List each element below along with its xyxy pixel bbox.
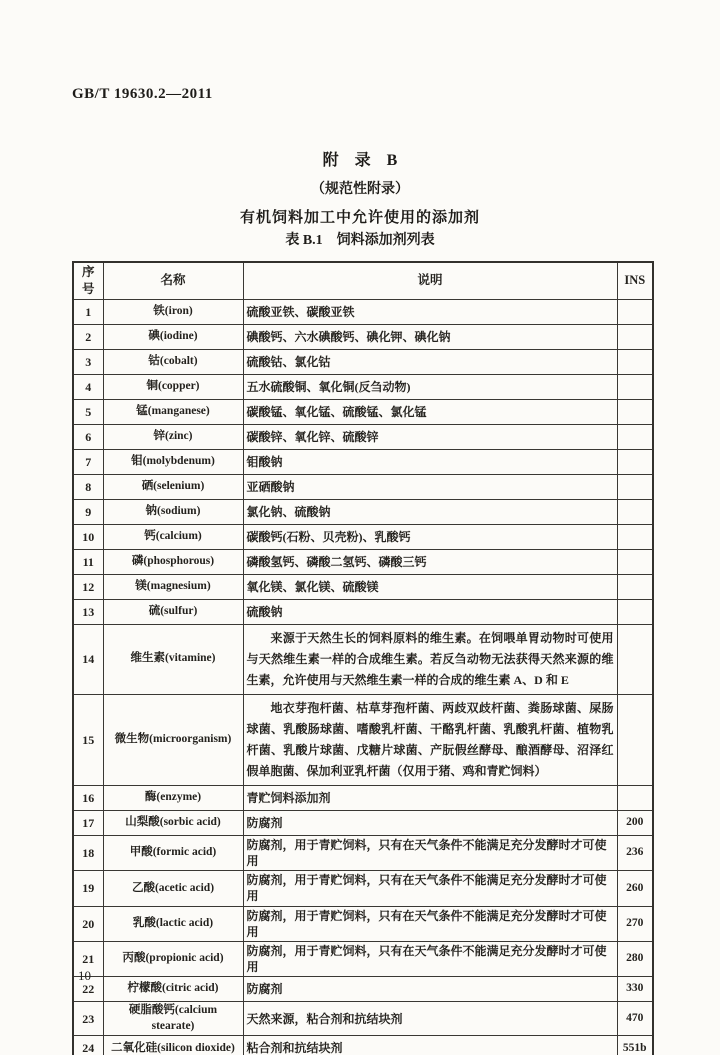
name-cell: 山梨酸(sorbic acid) (103, 810, 243, 835)
description-cell: 碳酸锰、氧化锰、硫酸锰、氯化锰 (243, 399, 617, 424)
table-row (73, 374, 653, 399)
row-number-cell: 11 (73, 549, 103, 574)
name-cell: 镁(magnesium) (103, 574, 243, 599)
table-row (73, 524, 653, 549)
description-cell: 五水硫酸铜、氧化铜(反刍动物) (243, 374, 617, 399)
table-row (73, 785, 653, 810)
row-number-cell: 9 (73, 499, 103, 524)
row-number-cell: 22 (73, 977, 103, 1002)
description-cell: 氯化钠、硫酸钠 (243, 499, 617, 524)
row-number-cell: 10 (73, 524, 103, 549)
row-number-cell: 16 (73, 785, 103, 810)
name-cell: 甲酸(formic acid) (103, 835, 243, 870)
table-row (73, 474, 653, 499)
name-cell: 硬脂酸钙(calcium stearate) (103, 1002, 243, 1036)
name-cell: 硫(sulfur) (103, 599, 243, 624)
name-cell: 碘(iodine) (103, 324, 243, 349)
description-cell: 防腐剂，用于青贮饲料，只有在天气条件不能满足充分发酵时才可使用 (243, 906, 617, 941)
row-number-cell: 12 (73, 574, 103, 599)
ins-cell (617, 449, 653, 474)
row-number-cell: 17 (73, 810, 103, 835)
table-row (73, 299, 653, 324)
ins-cell: 280 (617, 941, 653, 976)
name-cell: 钙(calcium) (103, 524, 243, 549)
description-cell: 青贮饲料添加剂 (243, 785, 617, 810)
description-cell: 来源于天然生长的饲料原料的维生素。在饲喂单胃动物时可使用与天然维生素一样的合成维生素。若反刍动物无法获得天然来源的维生素，允许使用与天然维生素一样的合成的维生素 A、D 和 E (243, 624, 617, 694)
description-cell: 天然来源，粘合剂和抗结块剂 (243, 1002, 617, 1036)
name-cell: 维生素(vitamine) (103, 624, 243, 694)
ins-cell (617, 785, 653, 810)
ins-cell (617, 349, 653, 374)
ins-cell (617, 424, 653, 449)
row-number-cell: 2 (73, 324, 103, 349)
additives-table (72, 261, 654, 1055)
description-cell: 防腐剂，用于青贮饲料，只有在天气条件不能满足充分发酵时才可使用 (243, 871, 617, 906)
table-row (73, 810, 653, 835)
ins-cell: 236 (617, 835, 653, 870)
name-cell: 柠檬酸(citric acid) (103, 977, 243, 1002)
description-cell: 氧化镁、氯化镁、硫酸镁 (243, 574, 617, 599)
description-cell: 碳酸钙(石粉、贝壳粉)、乳酸钙 (243, 524, 617, 549)
description-cell: 钼酸钠 (243, 449, 617, 474)
ins-cell (617, 399, 653, 424)
table-row (73, 549, 653, 574)
name-cell: 铁(iron) (103, 299, 243, 324)
table-row (73, 449, 653, 474)
ins-cell (617, 474, 653, 499)
name-cell: 丙酸(propionic acid) (103, 941, 243, 976)
description-cell: 磷酸氢钙、磷酸二氢钙、磷酸三钙 (243, 549, 617, 574)
name-cell: 铜(copper) (103, 374, 243, 399)
row-number-cell: 7 (73, 449, 103, 474)
description-cell: 防腐剂 (243, 810, 617, 835)
name-cell: 乳酸(lactic acid) (103, 906, 243, 941)
table-row (73, 624, 653, 694)
table-row (73, 574, 653, 599)
ins-cell: 270 (617, 906, 653, 941)
row-number-cell: 15 (73, 694, 103, 785)
ins-cell (617, 599, 653, 624)
table-row (73, 835, 653, 870)
row-number-cell: 14 (73, 624, 103, 694)
description-cell: 防腐剂 (243, 977, 617, 1002)
table-row (73, 1036, 653, 1055)
description-cell: 硫酸钴、氯化钴 (243, 349, 617, 374)
ins-cell (617, 299, 653, 324)
ins-cell (617, 549, 653, 574)
column-header-name: 名称 (103, 262, 243, 299)
row-number-cell: 3 (73, 349, 103, 374)
row-number-cell: 19 (73, 871, 103, 906)
ins-cell: 470 (617, 1002, 653, 1036)
appendix-subtitle: （规范性附录） (311, 182, 409, 197)
description-cell: 硫酸亚铁、碳酸亚铁 (243, 299, 617, 324)
table-row (73, 977, 653, 1002)
name-cell: 钼(molybdenum) (103, 449, 243, 474)
ins-cell (617, 374, 653, 399)
standard-number: GB/T 19630.2—2011 (72, 86, 213, 102)
ins-cell: 200 (617, 810, 653, 835)
description-cell: 碳酸锌、氧化锌、硫酸锌 (243, 424, 617, 449)
table-row (73, 349, 653, 374)
name-cell: 酶(enzyme) (103, 785, 243, 810)
row-number-cell: 4 (73, 374, 103, 399)
table-title: 表 B.1 饲料添加剂列表 (285, 233, 435, 248)
ins-cell (617, 624, 653, 694)
row-number-cell: 1 (73, 299, 103, 324)
ins-cell: 551b (617, 1036, 653, 1055)
appendix-heading: 附 录 B (322, 152, 398, 169)
table-header-row (73, 262, 653, 299)
appendix-title-block (0, 147, 720, 227)
ins-cell: 330 (617, 977, 653, 1002)
page-number: 10 (78, 968, 91, 983)
name-cell: 锰(manganese) (103, 399, 243, 424)
ins-cell (617, 694, 653, 785)
table-row (73, 906, 653, 941)
row-number-cell: 20 (73, 906, 103, 941)
table-row (73, 599, 653, 624)
table-row (73, 399, 653, 424)
name-cell: 钴(cobalt) (103, 349, 243, 374)
description-cell: 地衣芽孢杆菌、枯草芽孢杆菌、两歧双歧杆菌、粪肠球菌、屎肠球菌、乳酸肠球菌、嗜酸乳杆菌、干酪乳杆菌、乳酸乳杆菌、植物乳杆菌、乳酸片球菌、戊糖片球菌、产朊假丝酵母、酿酒酵母、沼泽红假单胞菌、保加利亚乳杆菌（仅用于猪、鸡和青贮饲料） (243, 694, 617, 785)
table-row (73, 871, 653, 906)
table-row (73, 424, 653, 449)
row-number-cell: 13 (73, 599, 103, 624)
description-cell: 防腐剂，用于青贮饲料，只有在天气条件不能满足充分发酵时才可使用 (243, 941, 617, 976)
description-cell: 亚硒酸钠 (243, 474, 617, 499)
additives-table-body (73, 299, 653, 1055)
description-cell: 硫酸钠 (243, 599, 617, 624)
name-cell: 磷(phosphorous) (103, 549, 243, 574)
column-header-ins: INS (617, 262, 653, 299)
row-number-cell: 8 (73, 474, 103, 499)
ins-cell (617, 524, 653, 549)
name-cell: 二氧化硅(silicon dioxide) (103, 1036, 243, 1055)
name-cell: 锌(zinc) (103, 424, 243, 449)
ins-cell (617, 324, 653, 349)
row-number-cell: 5 (73, 399, 103, 424)
ins-cell (617, 574, 653, 599)
description-cell: 碘酸钙、六水碘酸钙、碘化钾、碘化钠 (243, 324, 617, 349)
ins-cell (617, 499, 653, 524)
table-row (73, 499, 653, 524)
row-number-cell: 21 (73, 941, 103, 976)
row-number-cell: 18 (73, 835, 103, 870)
row-number-cell: 24 (73, 1036, 103, 1055)
row-number-cell: 6 (73, 424, 103, 449)
description-cell: 防腐剂，用于青贮饲料，只有在天气条件不能满足充分发酵时才可使用 (243, 835, 617, 870)
table-row (73, 324, 653, 349)
ins-cell: 260 (617, 871, 653, 906)
name-cell: 乙酸(acetic acid) (103, 871, 243, 906)
name-cell: 钠(sodium) (103, 499, 243, 524)
column-header-no: 序号 (73, 262, 103, 299)
name-cell: 微生物(microorganism) (103, 694, 243, 785)
appendix-description: 有机饲料加工中允许使用的添加剂 (239, 210, 480, 226)
table-row (73, 941, 653, 976)
description-cell: 粘合剂和抗结块剂 (243, 1036, 617, 1055)
column-header-desc: 说明 (243, 262, 617, 299)
name-cell: 硒(selenium) (103, 474, 243, 499)
table-row (73, 1002, 653, 1036)
table-row (73, 694, 653, 785)
row-number-cell: 23 (73, 1002, 103, 1036)
